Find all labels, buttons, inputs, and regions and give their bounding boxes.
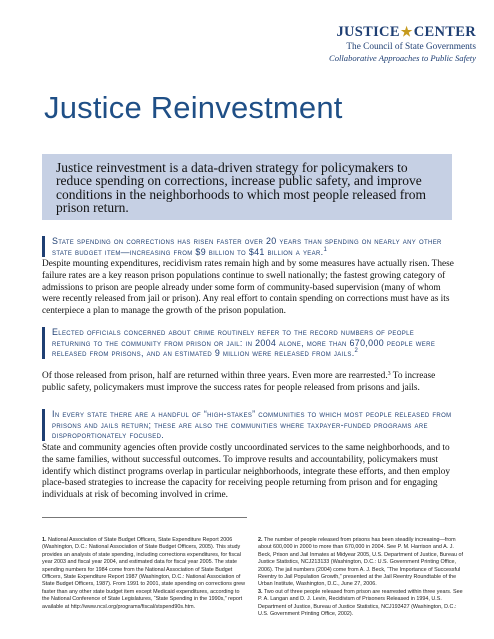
highlight-1-text: State spending on corrections has risen faster over 20 years than spending on nearly any other state budget item—increasing from $9 billion to $41 billion a year. xyxy=(52,236,442,257)
highlight-1 xyxy=(42,236,454,257)
footnote-3-text: Two out of three people released from prison are rearrested within three years. See P. A. Langan and D. J. Levin, Recidivism of Prisoners Released in 1994, U.S. Department of Justice, Bureau of Justice Statistics, NCJ193427 (Washington, D.C.: U.S. Government Printing Office, 2002). xyxy=(258,588,463,618)
logo-center: CENTER xyxy=(413,24,476,40)
paragraph-3: State and community agencies often provide costly uncoordinated services to the same neighborhoods, and to the same families, without successful outcomes. To improve results and accountability, policymakers must identify which distinct programs overlap in particular neighborhoods, integrate these efforts, and then employ place-based strategies to increase the capacity for receiving people returning from prison and for engaging individuals at risk of becoming involved in crime. xyxy=(42,443,451,501)
footnote-1 xyxy=(42,537,247,611)
intro-text: Justice reinvestment is a data-driven strategy for policymakers to reduce spending on corrections, increase public safety, and improve conditions in the neighborhoods to which most people released from prison return. xyxy=(56,160,427,215)
paragraph-2 xyxy=(42,371,456,395)
footnote-2-text: The number of people released from prisons has been steadily increasing—from about 600,000 in 2000 to more than 670,000 in 2004. See P. M. Harrison and A. J. Beck, Prison and Jail Inmates at Midyear 2005, U.S. Department of Justice, Bureau of Justice Statistics, NCJ213133 (Washington, D.C.: U.S. Government Printing Office, 2006). The jail numbers (2004) come from A. J. Beck, “The Importance of Successful Reentry to Jail Population Growth,” presented at the Jail Reentry Roundtable of the Urban Institute, Washington, D.C., June 27, 2006. xyxy=(258,537,463,588)
logo-wordmark xyxy=(329,24,476,41)
logo-justice: JUSTICE xyxy=(336,24,400,40)
footnote-2-number: 2. xyxy=(258,537,263,543)
logo xyxy=(329,24,476,63)
footnote-1-text: National Association of State Budget Officers, State Expenditure Report 2006 (Washington, D.C.: National Association of State Budget Officers, 2005). This study provides an analysis of state spending, including corrections expenditures, for fiscal year 2003 and fiscal year 2004, and estimated data for fiscal year 2005. The state spending numbers for 1984 come from the National Association of State Budget Officers, State Expenditure Report 1987 (Washington, D.C.: National Association of State Budget Officers, 1987). From 1991 to 2001, state spending on corrections grew faster than any other state budget item except Medicaid expenditures, according to the National Conference of State Legislatures, “State Spending in the 1990s,” report available at http://www.ncsl.org/programs/fiscal/stspend90s.htm. xyxy=(42,537,246,610)
footnote-ref-2: 2 xyxy=(354,348,359,354)
footnote-ref-1: 1 xyxy=(323,246,328,253)
page-title: Justice Reinvestment xyxy=(44,90,343,125)
highlight-3 xyxy=(42,409,454,441)
paragraph-1: Despite mounting expenditures, recidivism rates remain high and by some measures have actually risen. These failure rates are a key reason prison populations continue to swell nationally; the fastest growing category of admissions to prison are people already under some form of community-based supervision (many of whom were recently released from jail or prison). Any real effort to contain spending on corrections must have as its centerpiece a plan to manage the growth of the prison population. xyxy=(42,259,454,317)
highlight-2-text: Elected officials concerned about crime routinely refer to the record numbers of people returning to the community from prison or jail: in 2004 alone, more than 670,000 people were released from prisons, and an estimated 9 million were released from jails. xyxy=(52,327,436,358)
footnote-1-number: 1. xyxy=(42,537,47,543)
paragraph-2-text-a: Of those released from prison, half are returned within three years. Even more are rearrested. xyxy=(42,371,388,381)
footnote-ref-3: 3 xyxy=(387,371,391,377)
intro-box xyxy=(42,154,452,220)
footnote-divider xyxy=(42,517,247,518)
footnote-3-number: 3. xyxy=(258,588,263,595)
logo-tagline: Collaborative Approaches to Public Safety xyxy=(328,53,476,63)
highlight-2 xyxy=(42,327,454,359)
highlight-3-text: In every state there are a handful of “high-stakes” communities to which most people released from prisons and jails return; these are also the communities where taxpayer-funded programs are disproportionately focused. xyxy=(52,409,452,440)
star-icon: ★ xyxy=(400,24,413,39)
paragraph-2-text-b: To increase public safety, policymakers must improve the success rates for people released from prisons and jails. xyxy=(42,371,436,393)
logo-subtitle: The Council of State Governments xyxy=(346,42,476,52)
footnote-2-3-column xyxy=(258,537,463,618)
